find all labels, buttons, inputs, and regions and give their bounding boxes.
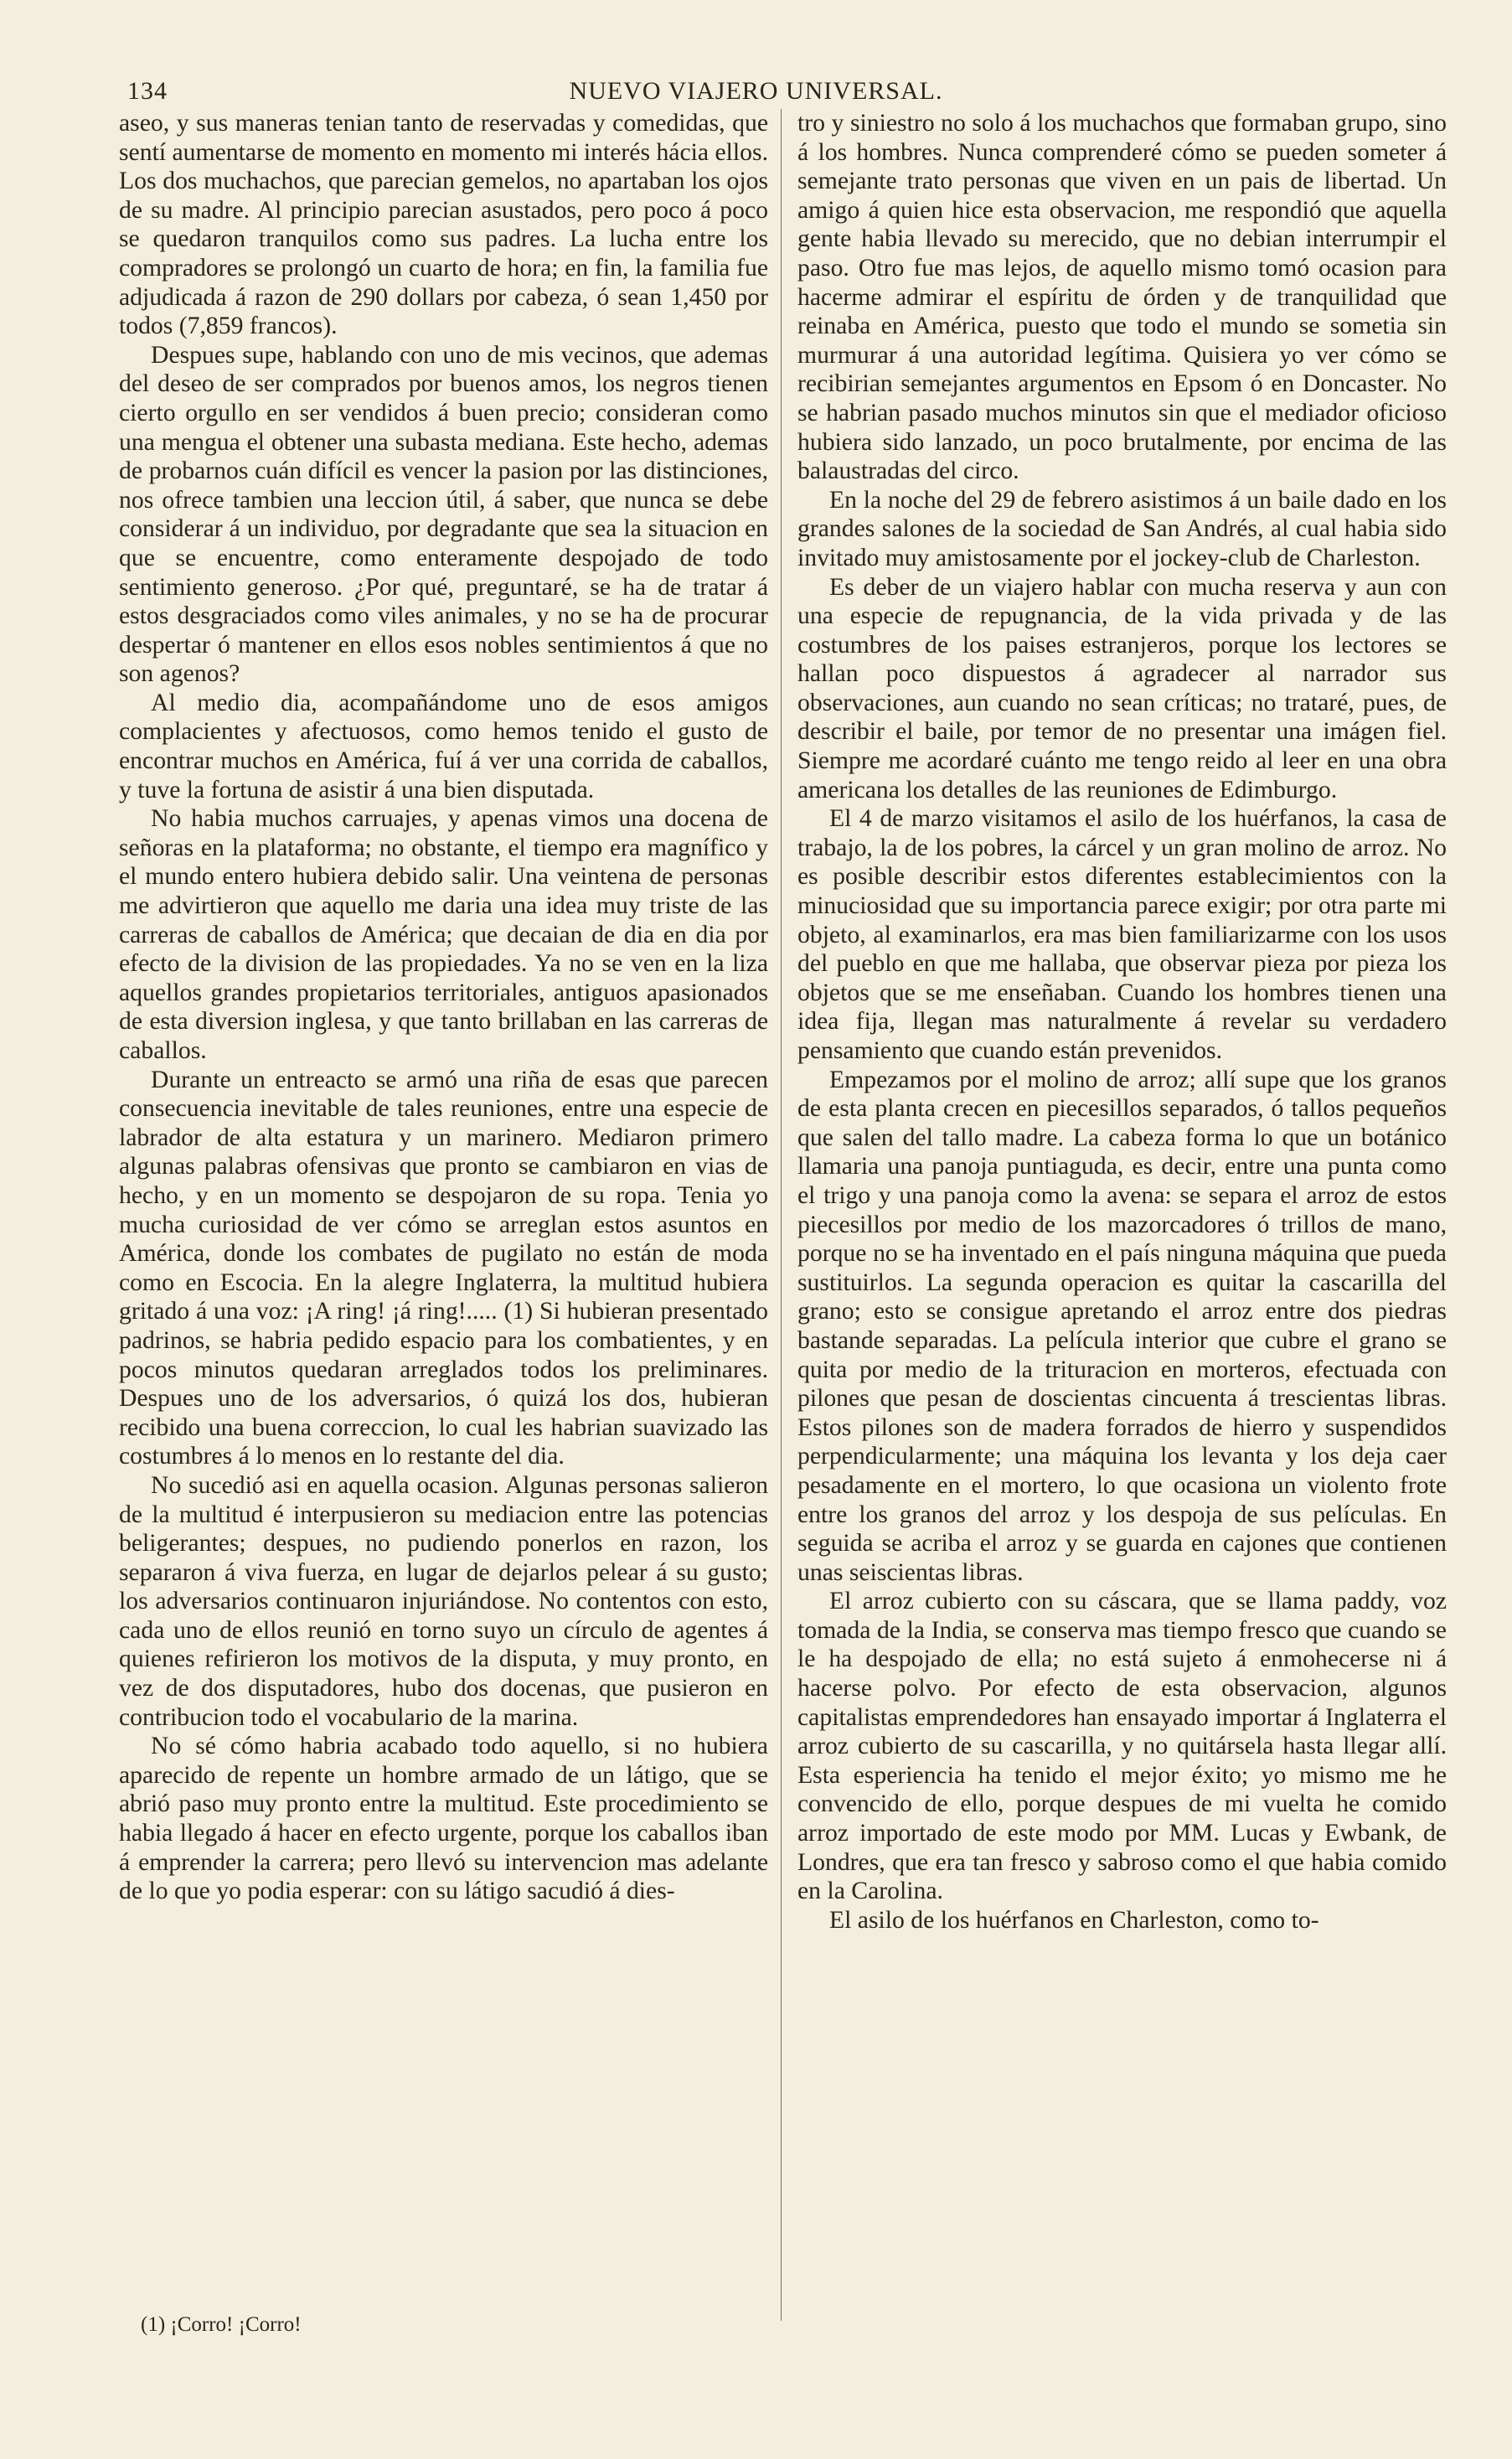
paragraph: tro y siniestro no solo á los muchachos que formaban grupo, sino á los hombres. Nunca comprenderé cómo se pueden someter á semejante trato personas que viven en un pais de libertad. Un amigo á quien hice esta observacion, me respondió que aquella gente habia llevado su merecido, que no debian interrumpir el paso. Otro fue mas lejos, de aquello mismo tomó ocasion para hacerme admirar el espíritu de órden y de tranquilidad que reinaba en América, puesto que todo el mundo se sometia sin murmurar á una autoridad legítima. Quisiera yo ver cómo se recibirian semejantes argumentos en Epsom ó en Doncaster. No se habrian pasado muchos minutos sin que el mediador oficioso hubiera sido lanzado, un poco brutalmente, por encima de las balaustradas del circo. [797, 110, 1447, 485]
paragraph: Empezamos por el molino de arroz; allí supe que los granos de esta planta crecen en piecesillos separados, ó tallos pequeños que salen del tallo madre. La cabeza forma lo que un botánico llamaria una panoja puntiaguda, es decir, entre una punta como el trigo y una panoja como la avena: se separa el arroz de estos piecesillos por medio de los mazorcadores ó trillos de mano, porque no se ha inventado en el país ninguna máquina que pueda sustituirlos. La segunda operacion es quitar la cascarilla del grano; esto se consigue apretando el arroz entre dos piedras bastande separadas. La película interior que cubre el grano se quita por medio de la trituracion en morteros, efectuada con pilones que pesan de doscientas cincuenta á trescientas libras. Estos pilones son de madera forrados de hierro y suspendidos perpendicularmente; una máquina los levanta y los deja caer pesadamente en el mortero, lo que ocasiona un violento frote entre los granos del arroz y los despoja de sus películas. En seguida se acriba el arroz y se guarda en cajones que contienen unas seiscientas libras. [797, 1066, 1447, 1586]
column-divider [781, 109, 782, 2321]
running-title: NUEVO VIAJERO UNIVERSAL. [569, 77, 943, 105]
right-column [797, 109, 1447, 1935]
paragraph: No sucedió asi en aquella ocasion. Algunas personas salieron de la multitud é interpusieron su mediacion entre las potencias beligerantes; despues, no pudiendo ponerlos en razon, los separaron á viva fuerza, en lugar de dejarlos pelear á su gusto; los adversarios continuaron injuriándose. No contentos con esto, cada uno de ellos reunió en torno suyo un círculo de agentes á quienes refirieron los motivos de la disputa, y muy pronto, en vez de dos disputadores, hubo dos docenas, que pusieron en contribucion todo el vocabulario de la marina. [119, 1471, 768, 1731]
paragraph: No sé cómo habria acabado todo aquello, si no hubiera aparecido de repente un hombre armado de un látigo, que se abrió paso muy pronto entre la multitud. Este procedimiento se habia llegado á hacer en efecto urgente, porque los caballos iban á emprender la carrera; pero llevó su intervencion mas adelante de lo que yo podia esperar: con su látigo sacudió á dies- [119, 1733, 768, 1905]
left-column [119, 109, 768, 1906]
paragraph: El asilo de los huérfanos en Charleston, como to- [829, 1906, 1319, 1934]
footnote: (1) ¡Corro! ¡Corro! [141, 2313, 302, 2336]
paragraph: aseo, y sus maneras tenian tanto de reservadas y comedidas, que sentí aumentarse de momento en momento mi interés hácia ellos. Los dos muchachos, que parecian gemelos, no apartaban los ojos de su madre. Al principio parecian asustados, pero poco á poco se quedaron tranquilos como sus padres. La lucha entre los compradores se prolongó un cuarto de hora; en fin, la familia fue adjudicada á razon de 290 dollars por cabeza, ó sean 1,450 por todos (7,859 francos). [119, 110, 768, 340]
paragraph: El 4 de marzo visitamos el asilo de los huérfanos, la casa de trabajo, la de los pobres, la cárcel y un gran molino de arroz. No es posible describir estos diferentes establecimientos con la minuciosidad que su importancia parece exigir; por otra parte mi objeto, al examinarlos, era mas bien familiarizarme con los usos del pueblo en que me hallaba, que observar pieza por pieza los objetos que se me enseñaban. Cuando los hombres tienen una idea fija, llegan mas naturalmente á revelar su verdadero pensamiento que cuando están prevenidos. [797, 805, 1447, 1064]
paragraph: En la noche del 29 de febrero asistimos á un baile dado en los grandes salones de la sociedad de San Andrés, al cual habia sido invitado muy amistosamente por el jockey-club de Charleston. [797, 486, 1447, 571]
paragraph: No habia muchos carruajes, y apenas vimos una docena de señoras en la plataforma; no obstante, el tiempo era magnífico y el mundo entero hubiera debido salir. Una veintena de personas me advirtieron que aquello me daria una idea muy triste de las carreras de caballos de América; que decaian de dia en dia por efecto de la division de las propiedades. Ya no se ven en la liza aquellos grandes propietarios territoriales, antiguos apasionados de esta diversion inglesa, y que tanto brillaban en las carreras de caballos. [119, 805, 768, 1064]
paragraph: Es deber de un viajero hablar con mucha reserva y aun con una especie de repugnancia, de la vida privada y de las costumbres de los paises estranjeros, porque los lectores se hallan poco dispuestos á agradecer al narrador sus observaciones, aun cuando no sean críticas; no trataré, pues, de describir el baile, por temor de no presentar una imágen fiel. Siempre me acordaré cuánto me tengo reido al leer en una obra americana los detalles de las reuniones de Edimburgo. [797, 573, 1447, 803]
paragraph: Durante un entreacto se armó una riña de esas que parecen consecuencia inevitable de tales reuniones, entre una especie de labrador de alta estatura y un marinero. Mediaron primero algunas palabras ofensivas que pronto se cambiaron en vias de hecho, y en un momento se despojaron de su ropa. Tenia yo mucha curiosidad de ver cómo se arreglan estos asuntos en América, donde los combates de pugilato no están de moda como en Escocia. En la alegre Inglaterra, la multitud hubiera gritado á una voz: ¡A ring! ¡á ring!..... (1) Si hubieran presentado padrinos, se habria pedido espacio para los combatientes, y en pocos minutos quedaran arreglados todos los preliminares. Despues uno de los adversarios, ó quizá los dos, hubieran recibido una buena correccion, lo cual les habrian suavizado las costumbres á lo menos en lo restante del dia. [119, 1066, 768, 1470]
paragraph: El arroz cubierto con su cáscara, que se llama paddy, voz tomada de la India, se conserva mas tiempo fresco que cuando se le ha despojado de ella; no está sujeto á enmohecerse ni á hacerse polvo. Por efecto de esta observacion, algunos capitalistas emprendedores han ensayado importar á Inglaterra el arroz cubierto de su cascarilla, y no quitársela hasta llegar allí. Esta esperiencia ha tenido el mejor éxito; yo mismo me he convencido de ello, porque despues de mi vuelta he comido arroz importado de este modo por MM. Lucas y Ewbank, de Londres, que era tan fresco y sabroso como el que habia comido en la Carolina. [797, 1588, 1447, 1905]
page-number: 134 [127, 77, 168, 105]
paragraph: Al medio dia, acompañándome uno de esos amigos complacientes y afectuosos, como hemos tenido el gusto de encontrar muchos en América, fuí á ver una corrida de caballos, y tuve la fortuna de asistir á una bien disputada. [119, 689, 768, 803]
paragraph: Despues supe, hablando con uno de mis vecinos, que ademas del deseo de ser comprados por buenos amos, los negros tienen cierto orgullo en ser vendidos á buen precio; consideran como una mengua el obtener una subasta mediana. Este hecho, ademas de probarnos cuán difícil es vencer la pasion por las distinciones, nos ofrece tambien una leccion útil, á saber, que nunca se debe considerar á un individuo, por degradante que sea la situacion en que se encuentre, como enteramente despojado de todo sentimiento generoso. ¿Por qué, preguntaré, se ha de tratar á estos desgraciados como viles animales, y no se ha de procurar despertar ó mantener en ellos esos nobles sentimientos á que no son agenos? [119, 341, 768, 688]
